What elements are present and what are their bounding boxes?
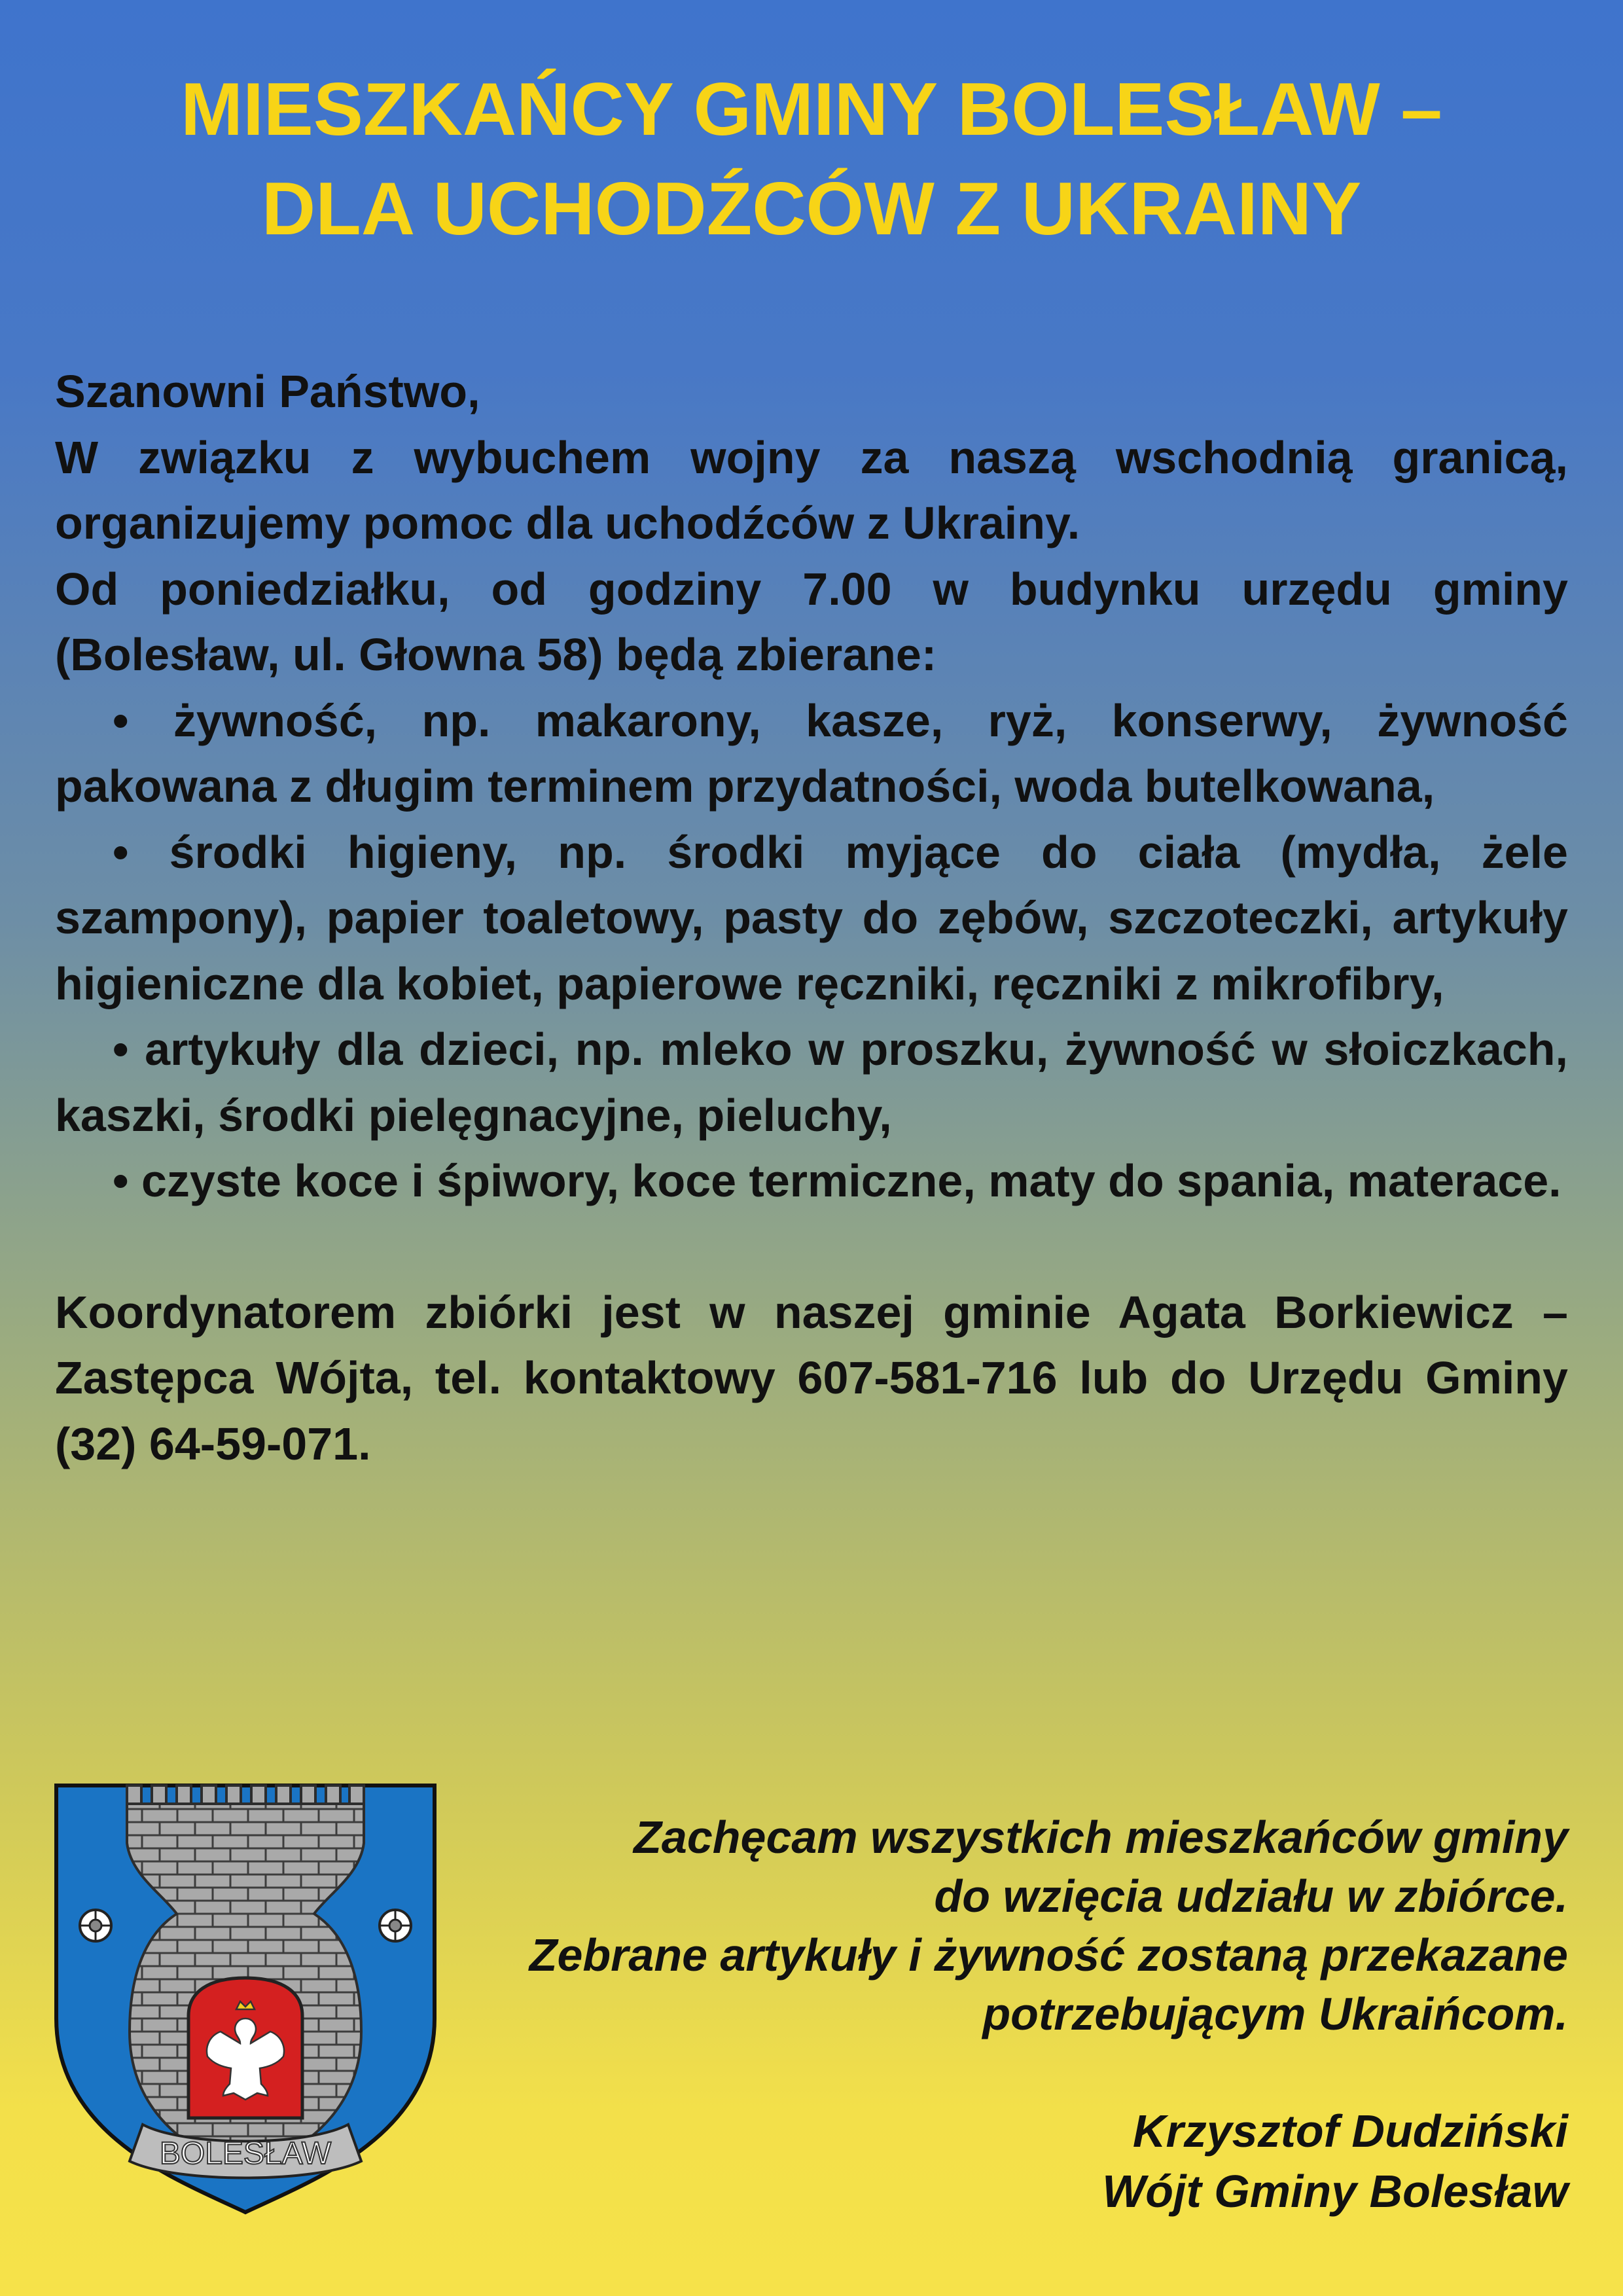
signature-name: Krzysztof Dudziński <box>1132 2106 1568 2157</box>
greeting: Szanowni Państwo, <box>55 366 480 417</box>
title-line-2: DLA UCHODŹCÓW Z UKRAINY <box>261 168 1362 251</box>
list-item-bedding: • czyste koce i śpiwory, koce termiczne, maty do spania, materace. <box>113 1155 1561 1206</box>
appeal-text <box>377 1808 1568 2043</box>
signature-block <box>783 2101 1568 2221</box>
list-item-hygiene: • środki higieny, np. środki myjące do ciała (mydła, żele szampony), papier toaletowy, pasty do zębów, szczoteczki, artykuły higieniczne dla kobiet, papierowe ręczniki, ręczniki z mikrofibry, <box>55 826 1568 1009</box>
collection-paragraph: Od poniedziałku, od godziny 7.00 w budynku urzędu gminy (Bolesław, ul. Głowna 58) będą zbierane: <box>55 563 1568 680</box>
poster-title <box>0 60 1623 259</box>
spacer <box>55 1214 1568 1280</box>
rose-left-icon <box>80 1910 111 1941</box>
intro-paragraph: W związku z wybuchem wojny za naszą wschodnią granicą, organizujemy pomoc dla uchodźców z Ukrainy. <box>55 431 1568 548</box>
appeal-line-1: Zachęcam wszystkich mieszkańców gminy <box>633 1812 1568 1863</box>
signature-role: Wójt Gminy Bolesław <box>1102 2166 1568 2217</box>
list-item-children: • artykuły dla dzieci, np. mleko w proszku, żywność w słoiczkach, kaszki, środki pielęgnacyjne, pieluchy, <box>55 1024 1568 1141</box>
title-line-1: MIESZKAŃCY GMINY BOLESŁAW – <box>181 68 1442 151</box>
appeal-line-3: Zebrane artykuły i żywność zostaną przekazane <box>529 1929 1568 1981</box>
ribbon-text: BOLESŁAW <box>159 2136 332 2171</box>
coordinator-paragraph: Koordynatorem zbiórki jest w naszej gminie Agata Borkiewicz – Zastępca Wójta, tel. kontaktowy 607-581-716 lub do Urzędu Gminy (32) 64-59-071. <box>55 1286 1568 1469</box>
list-item-food: • żywność, np. makarony, kasze, ryż, konserwy, żywność pakowana z długim terminem przydatności, woda butelkowana, <box>55 694 1568 812</box>
appeal-line-4: potrzebującym Ukraińcom. <box>982 1988 1568 2039</box>
letter-body <box>55 359 1568 1477</box>
appeal-line-2: do wzięcia udziału w zbiórce. <box>934 1871 1568 1922</box>
